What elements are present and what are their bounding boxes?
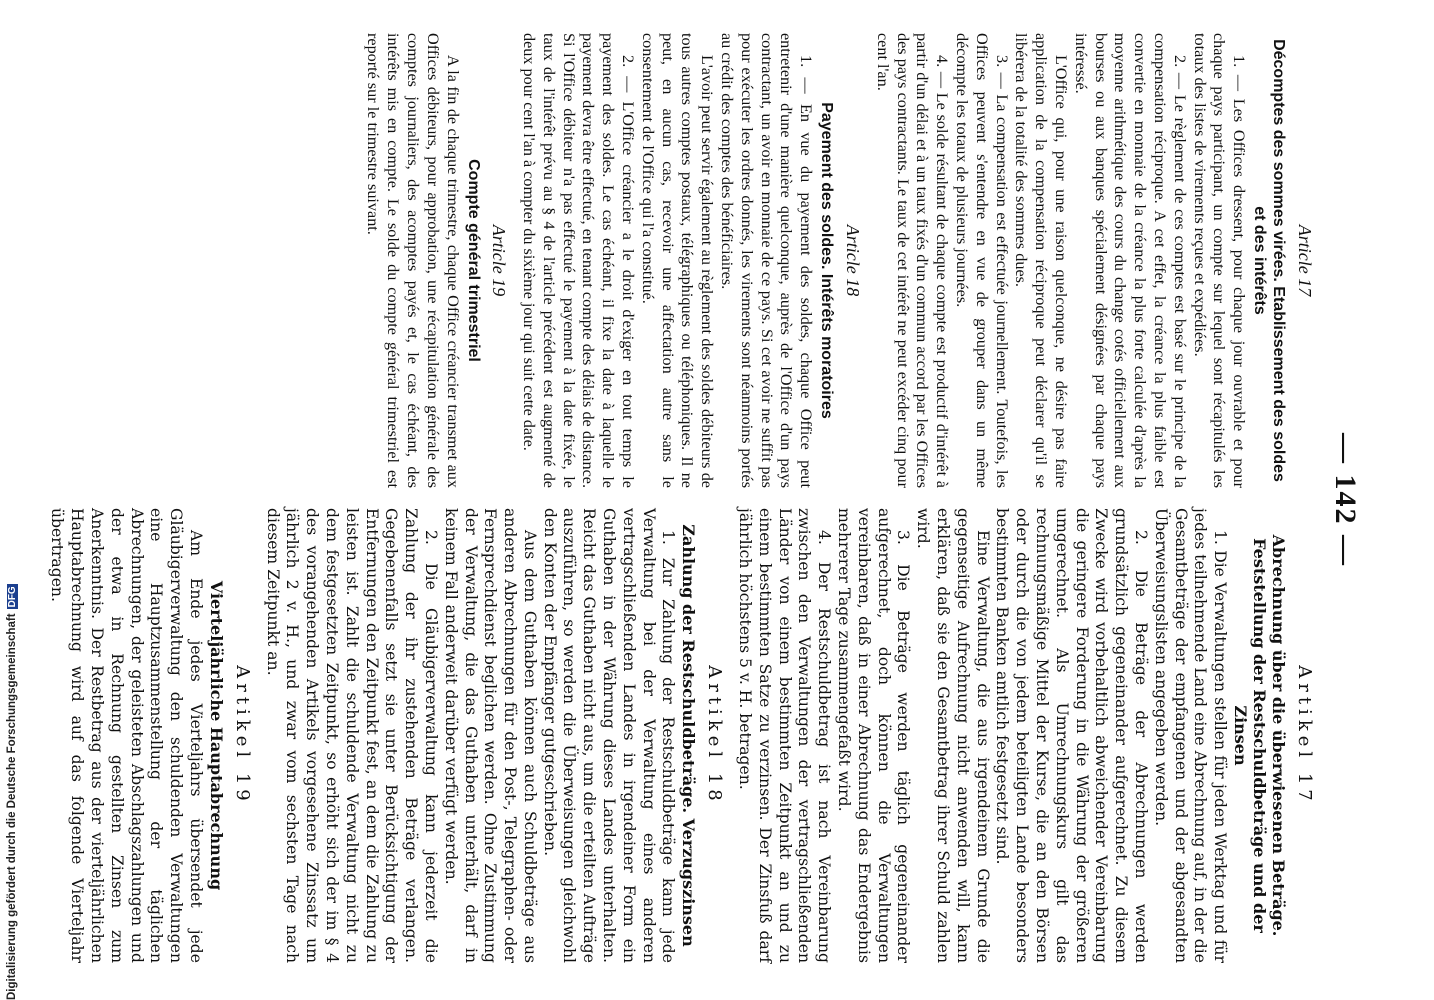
paragraph: 2. Die Gläubigerverwaltung kann jederzeit die Zahlung der ihr zustehenden Beträge verlangen. Gegebenenfalls setzt sie unter Berücksichtigung der Entfernungen den Zeitpunkt fest, an dem die Zahlung zu leisten ist. Zahlt die schuldende Verwaltung nicht zu dem festgesetzten Zeitpunkt, so erhöht sich der im § 4 des vorangehenden Artikels vorgesehene Zinssatz um jährlich 2 v. H., und zwar vom sechsten Tage nach diesem Zeitpunkt an.: [263, 508, 440, 963]
digitization-credit: [6, 0, 20, 1000]
paragraph: 1. — Les Offices dressent, pour chaque jour ouvrable et pour chaque pays participant, un compte sur lequel sont récapitulés les totaux des listes de virements reçues et expédiées.: [1190, 33, 1249, 488]
article-17-title-fr: Article 17: [1295, 224, 1315, 297]
article-17-heading-fr: Décomptes des sommes virées. Etablissement des soldes et des intérêts: [1251, 39, 1288, 482]
paragraph: 1. Zur Zahlung der Restschuldbeträge kann jede Verwaltung bei der Verwaltung eines anderen vertragschließenden Landes in irgendeiner Form ein Guthaben in der Währung dieses Landes unterhalten. Reicht das Guthaben nicht aus, um die erteilten Aufträge auszuführen, so werden die Überweisungen gleichwohl den Konten der Empfänger gutgeschrieben.: [540, 508, 678, 963]
paragraph: 4. — Le solde résultant de chaque compte est productif d'intérêt à partir d'un délai et à un taux fixés d'un commun accord par les Offices des pays contractants. Le taux de cet intérêt ne peut excéder cinq pour cent l'an.: [873, 33, 952, 488]
german-column: [47, 508, 1314, 963]
paragraph: 4. Der Restschuldbetrag ist nach Vereinbarung zwischen den Verwaltungen der vertragschließenden Länder von einem bestimmten Zeitpunkt an und zu einem bestimmten Satze zu verzinsen. Der Zinsfuß darf jährlich höchstens 5 v. H. betragen.: [736, 508, 834, 963]
paragraph: 2. — L'Office créancier a le droit d'exiger en tout temps le payement des soldes. Le cas échéant, il fixe la date à laquelle le payement devra être effectué, en tenant compte des délais de distance. Si l'Office débiteur n'a pas effectué le payement à la date fixée, le taux de l'intérêt prévu au § 4 de l'article précédent est augmenté de deux pour cent l'an à compter du sixième jour qui suit cette date.: [520, 33, 638, 488]
paragraph: Eine Verwaltung, die aus irgendeinem Grunde die gegenseitige Aufrechnung nicht anwenden will, kann erklären, daß sie den Gesamtbetrag ihrer Schuld zahlen wird.: [914, 508, 992, 963]
credit-text: Digitalisierung gefördert durch die Deutsche Forschungsgemeinschaft: [6, 613, 18, 1000]
article-19-heading-de: Vierteljährliche Hauptabrechnung: [206, 580, 226, 891]
dfg-logo: DFG: [7, 586, 18, 608]
article-19-title-fr: Article 19: [489, 224, 510, 297]
paragraph: 2. Die Beträge der Abrechnungen werden grundsätzlich gegeneinander aufgerechnet. Zu diesem Zwecke wird vorbehaltlich abweichender Vereinbarung die geringere Forderung in die Währung der größeren umgerechnet. Als Umrechnungskurs gilt das rechnungsmäßige Mittel der Kurse, die an den Börsen oder durch die von jedem beteiligten Lande besonders bestimmten Banken amtlich festgesetzt sind.: [993, 508, 1151, 963]
french-column: [363, 33, 1314, 488]
paragraph: L'avoir peut servir également au règlement des soldes débiteurs de tous autres comptes postaux, télégraphiques ou téléphoniques. Il ne peut, en aucun cas, recevoir une affectation autre sans le consentement de l'Office qui l'a constitué.: [638, 33, 717, 488]
article-18-heading-fr: Payement des soldes. Intérêts moratoires: [818, 102, 836, 419]
paragraph: 3. — La compensation est effectuée journellement. Toutefois, les Offices peuvent s'entendre en vue de grouper dans un même décompte les totaux de plusieurs journées.: [953, 33, 1011, 488]
article-19-heading-fr: Compte général trimestriel: [464, 159, 482, 362]
paragraph: Aus dem Guthaben können auch Schuldbeträge aus anderen Abrechnungen für den Post-, Telegraphen- oder Fernsprechdienst beglichen werden. Ohne Zustimmung der Verwaltung, die das Guthaben unterhält, darf in keinem Fall anderweit darüber verfügt werden.: [441, 508, 539, 963]
paragraph: 2. — Le règlement de ces comptes est basé sur le principe de la compensation réciproque. A cet effet, la créance la plus faible est convertie en monnaie de la créance la plus forte calculée d'après la moyenne arithmétique des cours du change cotés officiellement aux bourses ou aux banques spécialement désignées par chaque pays intéressé.: [1071, 33, 1189, 488]
paragraph: 3. Die Beträge werden täglich gegeneinander aufgerechnet, doch können die Verwaltungen vereinbaren, daß in einer Abrechnung das Endergebnis mehrerer Tage zusammengefaßt wird.: [835, 508, 913, 963]
article-17-title-de: Artikel 17: [1294, 665, 1315, 806]
article-18-title-fr: Article 18: [843, 224, 864, 297]
paragraph: L'Office qui, pour une raison quelconque, ne désire pas faire application de la compensation réciproque peut déclarer qu'il se libérera de la totalité des sommes dues.: [1012, 33, 1071, 488]
paragraph: Am Ende jedes Vierteljahrs übersendet jede Gläubigerverwaltung den schuldenden Verwaltungen eine Hauptzusammenstellung der täglichen Abrechnungen, der geleisteten Abschlagszahlungen und der etwa in Rechnung gestellten Zinsen zum Anerkenntnis. Der Restbetrag aus der vierteljährlichen Hauptabrechnung wird auf das folgende Vierteljahr übertragen.: [48, 508, 205, 963]
page-number: — 142 —: [1329, 433, 1362, 567]
paragraph: 1. — En vue du payement des soldes, chaque Office peut entretenir d'une manière quelconque, auprès de l'Office d'un pays contractant, un avoir en monnaie de ce pays. Si cet avoir ne suffit pas pour exécuter les ordres donnés, les virements sont néanmoins portés au crédit des comptes des bénéficiaires.: [718, 33, 816, 488]
article-17-heading-de: Abrechnung über die überwiesenen Beträge. Feststellung der Restschuldbeträge und der Zinsen: [1231, 534, 1289, 937]
paragraph: 1. Die Verwaltungen stellen für jeden Werktag und für jedes teilnehmende Land eine Abrechnung auf, in der die Gesamtbeträge der empfangenen und der abgesandten Überweisungslisten angegeben werden.: [1151, 508, 1230, 963]
paragraph: A la fin de chaque trimestre, chaque Office créancier transmet aux Offices débiteurs, pour approbation, une récapitulation générale des comptes journaliers, des acomptes payés et, le cas échéant, des intérêts mis en compte. Le solde du compte général trimestriel est reporté sur le trimestre suivant.: [364, 33, 462, 488]
article-18-title-de: Artikel 18: [704, 665, 726, 806]
article-19-title-de: Artikel 19: [231, 665, 253, 806]
article-18-heading-de: Zahlung der Restschuldbeträge. Verzugszinsen: [679, 524, 699, 947]
